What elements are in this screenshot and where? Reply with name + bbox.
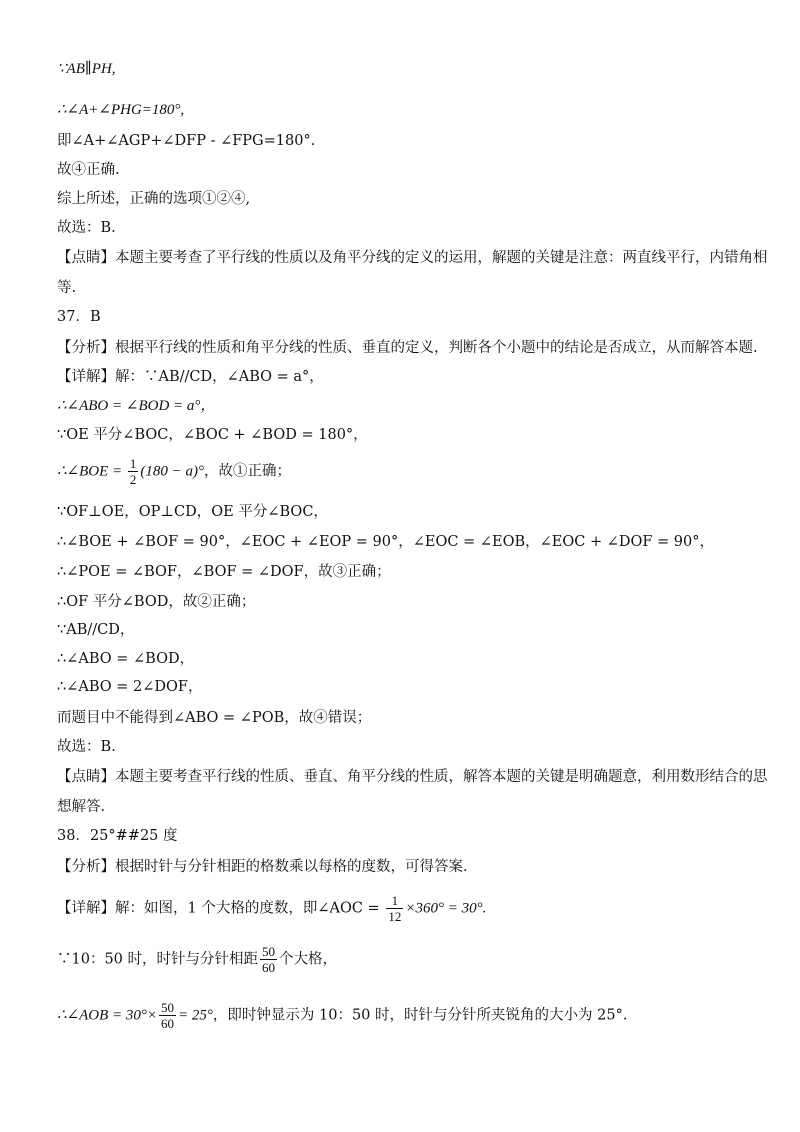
q37-answer: 故选：B.: [57, 739, 116, 755]
line-8: 等.: [57, 280, 77, 296]
line-1: ∵AB∥PH,: [57, 61, 116, 77]
line-7: 【点睛】本题主要考查了平行线的性质以及角平分线的定义的运用，解题的关键是注意：两直线平行，内错角相: [57, 250, 768, 266]
q38-detail-1: 【详解】解：如图，1 个大格的度数，即∠AOC = $\frac{1}{12}$ ×360° = 30°.: [57, 893, 487, 924]
q37-detail-9: ∵AB//CD，: [57, 622, 135, 638]
line-5: 综上所述，正确的选项①②④,: [57, 191, 251, 207]
q37-heading: 37．B: [57, 309, 101, 325]
q37-comment-1: 【点睛】本题主要考查平行线的性质、垂直、角平分线的性质，解答本题的关键是明确题意，利用数形结合的思: [57, 769, 768, 785]
q37-detail-7: ∴∠POE = ∠BOF，∠BOF = ∠DOF，故③正确；: [57, 564, 391, 580]
fraction-aob: $\frac{50}{60}$: [161, 1000, 175, 1031]
q37-detail-4: ∴∠BOE = $\frac{1}{2}$ (180 − a)°，故①正确；: [57, 456, 292, 487]
fraction-one-twelfth: $\frac{1}{12}$: [388, 893, 402, 924]
q37-detail-1: 【详解】解：∵AB//CD，∠ABO = a°，: [57, 369, 324, 385]
q37-detail-5: ∵OF⊥OE，OP⊥CD，OE 平分∠BOC，: [57, 504, 328, 520]
q38-detail-2: ∵10：50 时，时针与分针相距 $\frac{50}{60}$ 个大格，: [57, 944, 338, 975]
fraction-half: $\frac{1}{2}$: [129, 456, 137, 487]
q37-detail-3: ∵OE 平分∠BOC，∠BOC + ∠BOD = 180°，: [57, 427, 368, 443]
q37-analysis: 【分析】根据平行线的性质和角平分线的性质、垂直的定义，判断各个小题中的结论是否成立，从而解答本题.: [57, 340, 758, 356]
q37-comment-2: 想解答.: [57, 799, 106, 815]
q37-detail-12: 而题目中不能得到∠ABO = ∠POB，故④错误；: [57, 710, 372, 726]
line-6: 故选：B.: [57, 220, 116, 236]
line-2: ∴∠A+∠PHG=180°,: [57, 102, 185, 118]
q38-detail-3: ∴∠AOB = 30°× $\frac{50}{60}$ = 25°，即时钟显示为 10：50 时，时针与分针所夹锐角的大小为 25°.: [57, 1000, 628, 1031]
line-3: 即∠A+∠AGP+∠DFP - ∠FPG=180°.: [57, 133, 316, 149]
q38-analysis: 【分析】根据时针与分针相距的格数乘以每格的度数，可得答案.: [57, 859, 468, 875]
q38-heading: 38．25°##25 度: [57, 828, 178, 844]
q37-detail-8: ∴OF 平分∠BOD，故②正确；: [57, 594, 256, 610]
q37-detail-11: ∴∠ABO = 2∠DOF，: [57, 679, 203, 695]
q37-detail-10: ∴∠ABO = ∠BOD，: [57, 651, 195, 667]
q37-detail-6: ∴∠BOE + ∠BOF = 90°，∠EOC + ∠EOP = 90°，∠EOC = ∠EOB，∠EOC + ∠DOF = 90°，: [57, 534, 714, 550]
fraction-fifty-sixtieths: $\frac{50}{60}$: [262, 944, 276, 975]
q37-detail-2: ∴∠ABO = ∠BOD = a°，: [57, 398, 216, 414]
line-4: 故④正确.: [57, 162, 120, 178]
